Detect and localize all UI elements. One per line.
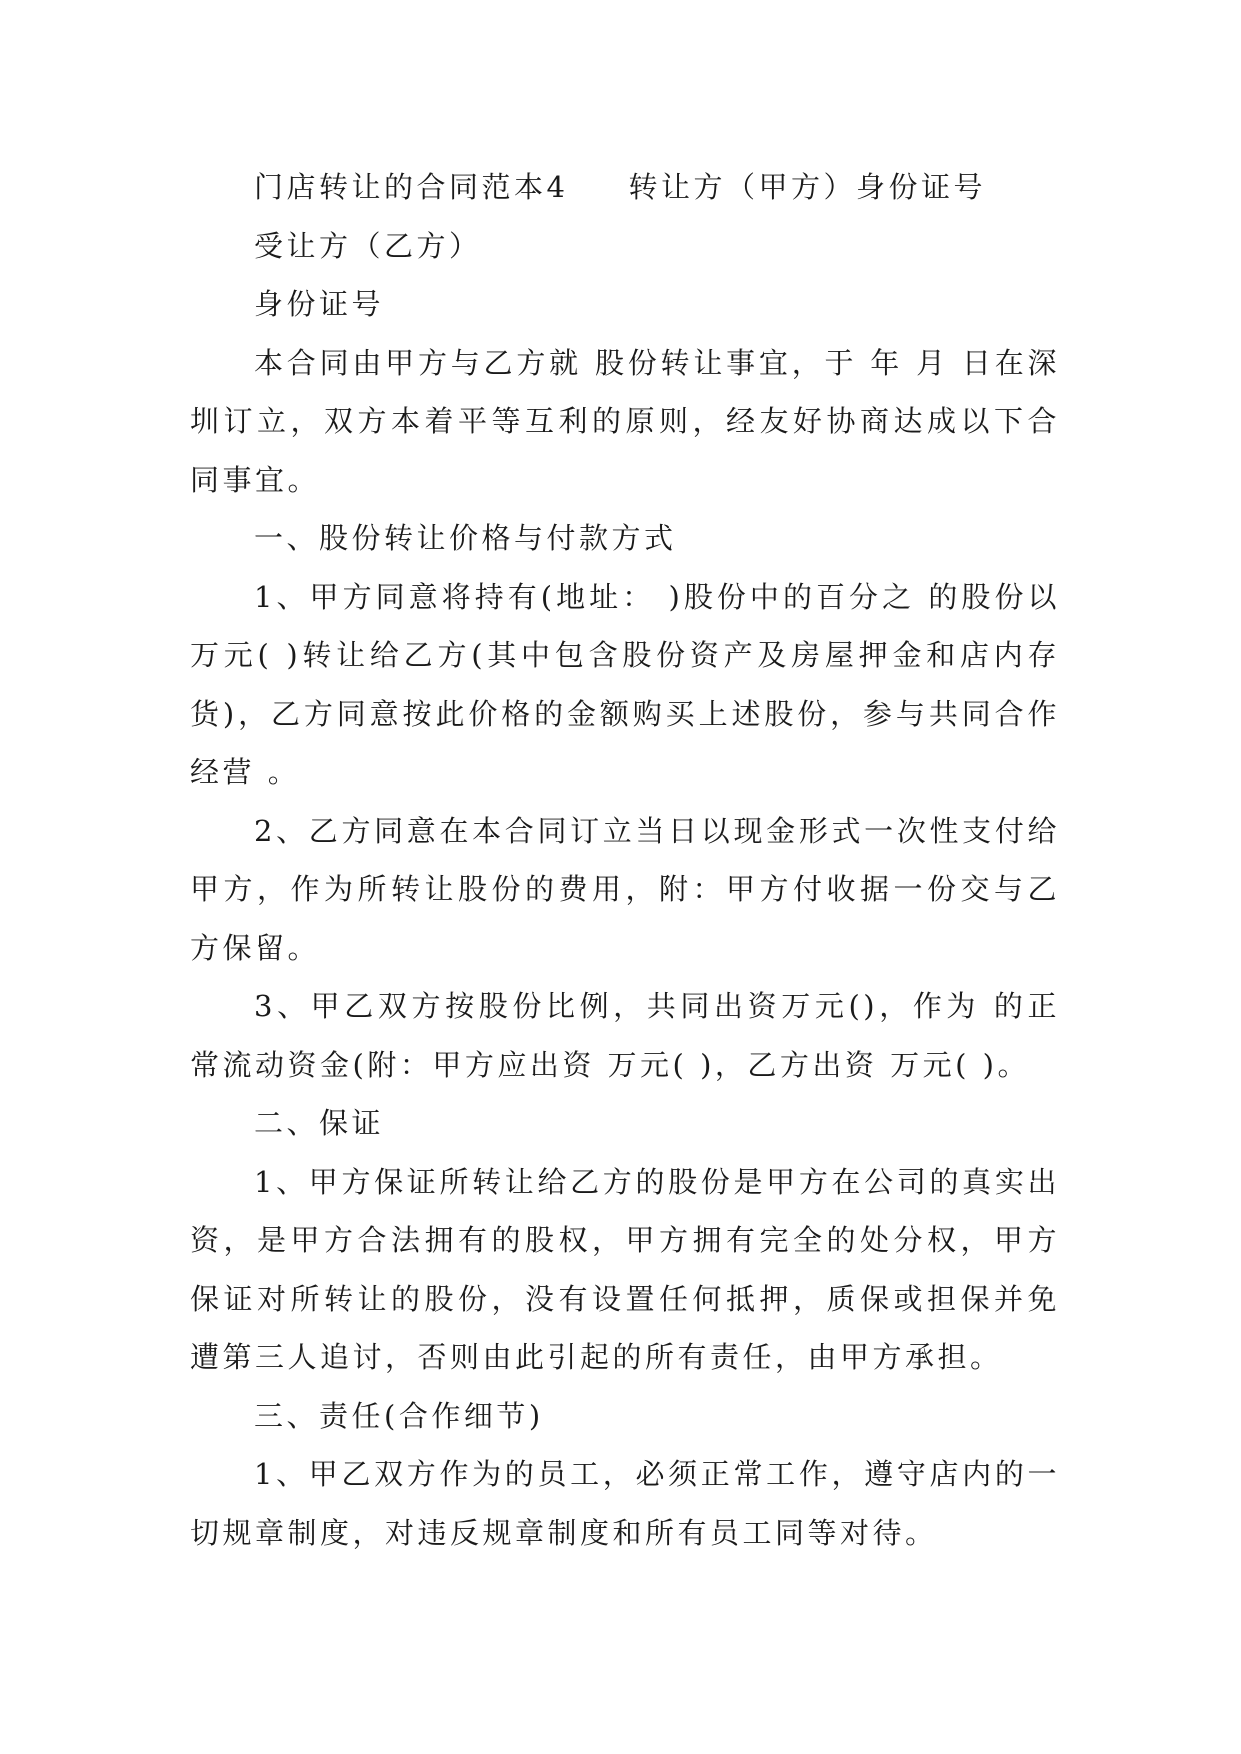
- party-b-label: 受让方（乙方）: [254, 228, 482, 263]
- intro-paragraph: 本合同由甲方与乙方就 股份转让事宜，于 年 月 日在深圳订立，双方本着平等互利的原则，经友好协商达成以下合同事宜。: [190, 345, 1060, 497]
- section-3-heading: 三、责任(合作细节): [254, 1398, 544, 1433]
- section-1-heading: 一、股份转让价格与付款方式: [254, 521, 677, 555]
- section-1-item-2: 2、乙方同意在本合同订立当日以现金形式一次性支付给甲方，作为所转让股份的费用，附：甲方付收据一份交与乙方保留。: [190, 813, 1060, 965]
- section-1-item-1: 1、甲方同意将持有(地址： )股份中的百分之 的股份以 万元( )转让给乙方(其中包含股份资产及房屋押金和店内存货)，乙方同意按此价格的金额购买上述股份，参与共同合作经营 。: [190, 579, 1060, 789]
- document-body: [190, 158, 1060, 1562]
- document-title: 门店转让的合同范本4: [254, 170, 569, 204]
- section-1-item-3: 3、甲乙双方按股份比例，共同出资万元()，作为 的正常流动资金(附：甲方应出资 万元( )，乙方出资 万元( )。: [190, 989, 1060, 1082]
- section-2-heading: 二、保证: [254, 1106, 385, 1140]
- section-2-item-1: 1、甲方保证所转让给乙方的股份是甲方在公司的真实出资，是甲方合法拥有的股权，甲方拥有完全的处分权，甲方保证对所转让的股份，没有设置任何抵押，质保或担保并免遭第三人追讨，否则由此引起的所有责任，由甲方承担。: [190, 1164, 1060, 1374]
- party-b-id-label: 身份证号: [254, 287, 385, 321]
- party-a-id-label: 转让方（甲方）身份证号: [628, 170, 986, 204]
- section-3-item-1: 1、甲乙双方作为的员工，必须正常工作，遵守店内的一切规章制度，对违反规章制度和所有员工同等对待。: [190, 1457, 1060, 1550]
- title-line: [190, 158, 1060, 217]
